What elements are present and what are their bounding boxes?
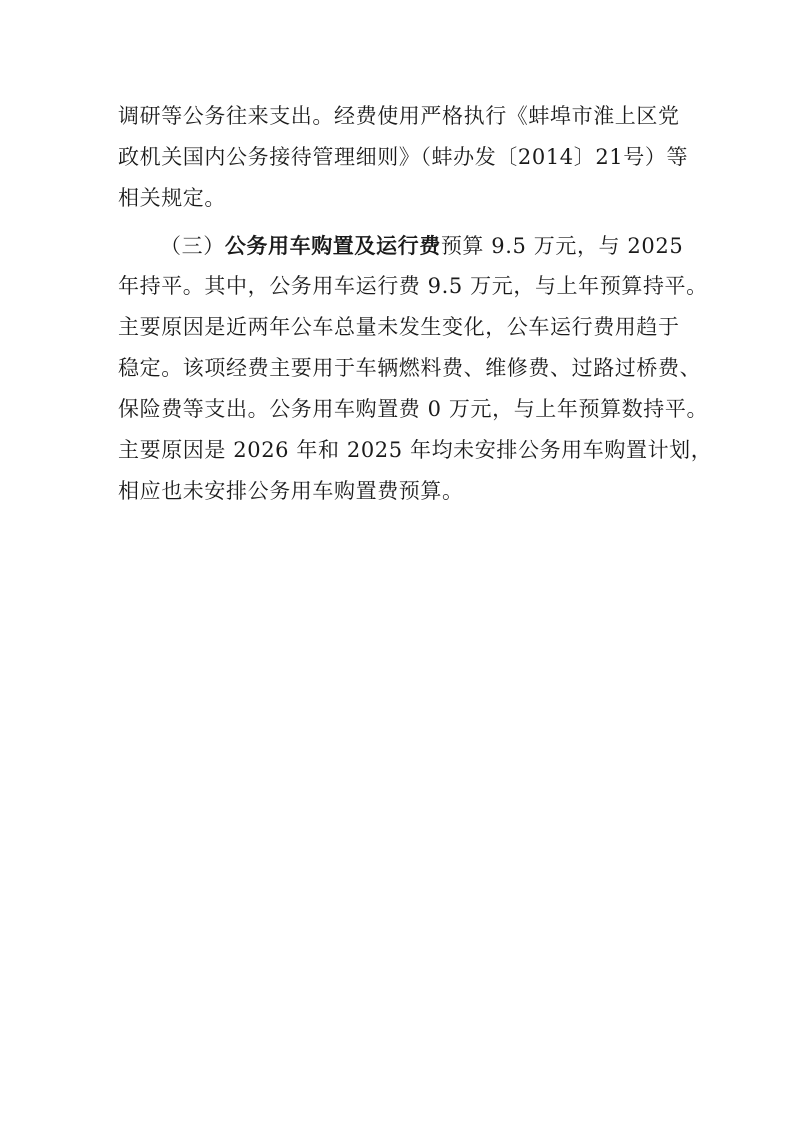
text-line: 政机关国内公务接待管理细则》（蚌办发〔2014〕21号）等 xyxy=(118,145,689,169)
paragraph-reception-expenses xyxy=(118,96,689,219)
text-line xyxy=(118,225,684,266)
text-line: 稳定。该项经费主要用于车辆燃料费、维修费、过路过桥费、 xyxy=(118,356,702,380)
text-line: 主要原因是近两年公车总量未发生变化，公车运行费用趋于 xyxy=(118,315,680,339)
text-line: 相关规定。 xyxy=(118,186,226,210)
section-heading: 公务用车购置及运行费 xyxy=(224,233,441,258)
paragraph-vehicle-expenses xyxy=(118,225,713,512)
text-line: 保险费等支出。公务用车购置费 0 万元，与上年预算数持平。 xyxy=(118,397,709,421)
text-line: 年持平。其中，公务用车运行费 9.5 万元，与上年预算持平。 xyxy=(118,274,708,298)
document-page xyxy=(118,96,713,512)
text-line: 主要原因是 2026 年和 2025 年均未安排公务用车购置计划， xyxy=(118,438,713,462)
text-line: 相应也未安排公务用车购置费预算。 xyxy=(118,479,464,503)
text-run: 预算 9.5 万元，与 2025 xyxy=(440,234,684,258)
text-line: 调研等公务往来支出。经费使用严格执行《蚌埠市淮上区党 xyxy=(118,104,680,128)
section-number: （三） xyxy=(160,234,225,258)
